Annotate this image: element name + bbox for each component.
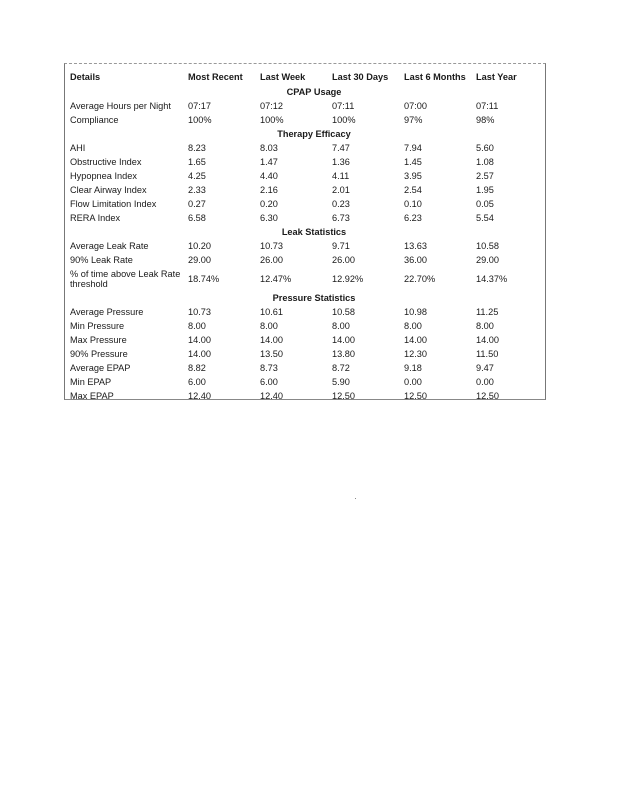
table-row xyxy=(68,141,542,155)
cell-value: 0.20 xyxy=(260,198,278,209)
cell-value: 07:11 xyxy=(476,100,499,111)
row-label: Obstructive Index xyxy=(70,156,142,167)
cell-value: 6.73 xyxy=(332,212,350,223)
cell-value: 12.50 xyxy=(404,390,427,401)
section-title: Therapy Efficacy xyxy=(277,128,351,139)
table-row xyxy=(68,183,542,197)
row-label: RERA Index xyxy=(70,212,121,223)
cell-value: 10.61 xyxy=(260,306,283,317)
cell-value: 0.00 xyxy=(476,376,494,387)
cell-value: 11.25 xyxy=(476,306,499,317)
cell-value: 97% xyxy=(404,114,423,125)
cell-value: 1.47 xyxy=(260,156,278,167)
cell-value: 26.00 xyxy=(260,254,283,265)
row-label: Max Pressure xyxy=(70,334,127,345)
cell-value: 12.92% xyxy=(332,273,364,284)
cell-value: 8.23 xyxy=(188,142,206,153)
section-title: CPAP Usage xyxy=(286,86,342,97)
cell-value: 10.98 xyxy=(404,306,427,317)
row-label: Flow Limitation Index xyxy=(70,198,157,209)
cell-value: 12.47% xyxy=(260,273,292,284)
cell-value: 5.90 xyxy=(332,376,350,387)
cell-value: 7.47 xyxy=(332,142,350,153)
cell-value: 98% xyxy=(476,114,495,125)
header-last-30-days: Last 30 Days xyxy=(332,71,389,82)
cell-value: 2.16 xyxy=(260,184,278,195)
cell-value: 9.18 xyxy=(404,362,422,373)
cell-value: 8.03 xyxy=(260,142,278,153)
section-header-row xyxy=(68,85,542,99)
cell-value: 9.71 xyxy=(332,240,350,251)
cell-value: 0.10 xyxy=(404,198,422,209)
report-body xyxy=(68,85,542,403)
cell-value: 6.23 xyxy=(404,212,422,223)
table-row xyxy=(68,253,542,267)
scan-speck xyxy=(355,498,356,499)
cell-value: 1.36 xyxy=(332,156,350,167)
table-row xyxy=(68,389,542,403)
row-label: % of time above Leak Rate threshold xyxy=(70,269,181,289)
cell-value: 14.00 xyxy=(188,334,211,345)
cell-value: 07:12 xyxy=(260,100,283,111)
table-row xyxy=(68,375,542,389)
cell-value: 8.00 xyxy=(332,320,350,331)
cell-value: 0.23 xyxy=(332,198,350,209)
table-row xyxy=(68,333,542,347)
table-row xyxy=(68,305,542,319)
cell-value: 12.50 xyxy=(332,390,355,401)
cell-value: 8.00 xyxy=(404,320,422,331)
section-header-row xyxy=(68,127,542,141)
row-label: Max EPAP xyxy=(70,390,114,401)
row-label: AHI xyxy=(70,142,86,153)
cell-value: 100% xyxy=(260,114,284,125)
cell-value: 1.08 xyxy=(476,156,494,167)
cell-value: 7.94 xyxy=(404,142,422,153)
cell-value: 1.45 xyxy=(404,156,422,167)
cell-value: 2.01 xyxy=(332,184,350,195)
cell-value: 0.27 xyxy=(188,198,206,209)
cell-value: 22.70% xyxy=(404,273,436,284)
cell-value: 8.82 xyxy=(188,362,206,373)
cell-value: 13.50 xyxy=(260,348,283,359)
cell-value: 8.72 xyxy=(332,362,350,373)
cell-value: 10.58 xyxy=(476,240,499,251)
row-label: Min Pressure xyxy=(70,320,125,331)
table-row xyxy=(68,155,542,169)
cell-value: 8.00 xyxy=(476,320,494,331)
cell-value: 12.40 xyxy=(188,390,211,401)
row-label: Average Pressure xyxy=(70,306,144,317)
cell-value: 14.37% xyxy=(476,273,508,284)
table-row xyxy=(68,99,542,113)
cell-value: 07:17 xyxy=(188,100,211,111)
cell-value: 12.40 xyxy=(260,390,283,401)
row-label: 90% Pressure xyxy=(70,348,128,359)
cell-value: 6.30 xyxy=(260,212,278,223)
table-row xyxy=(68,197,542,211)
cell-value: 1.65 xyxy=(188,156,206,167)
table-row xyxy=(68,113,542,127)
cell-value: 12.30 xyxy=(404,348,427,359)
table-row xyxy=(68,267,542,291)
cell-value: 8.73 xyxy=(260,362,278,373)
cell-value: 6.00 xyxy=(188,376,206,387)
cell-value: 10.20 xyxy=(188,240,211,251)
cell-value: 8.00 xyxy=(260,320,278,331)
cell-value: 2.57 xyxy=(476,170,494,181)
cell-value: 6.58 xyxy=(188,212,206,223)
cell-value: 8.00 xyxy=(188,320,206,331)
cell-value: 13.80 xyxy=(332,348,355,359)
cell-value: 14.00 xyxy=(476,334,499,345)
cell-value: 12.50 xyxy=(476,390,499,401)
row-label: Min EPAP xyxy=(70,376,112,387)
cell-value: 9.47 xyxy=(476,362,494,373)
header-most-recent: Most Recent xyxy=(188,71,243,82)
cell-value: 07:11 xyxy=(332,100,355,111)
cell-value: 100% xyxy=(188,114,212,125)
cell-value: 10.58 xyxy=(332,306,355,317)
cell-value: 07:00 xyxy=(404,100,427,111)
cell-value: 14.00 xyxy=(260,334,283,345)
row-label: Compliance xyxy=(70,114,119,125)
cell-value: 10.73 xyxy=(260,240,283,251)
cell-value: 2.54 xyxy=(404,184,422,195)
header-last-year: Last Year xyxy=(476,71,517,82)
header-row xyxy=(68,66,542,85)
row-label: Hypopnea Index xyxy=(70,170,137,181)
cell-value: 29.00 xyxy=(188,254,211,265)
cell-value: 10.73 xyxy=(188,306,211,317)
section-header-row xyxy=(68,225,542,239)
section-title: Pressure Statistics xyxy=(272,292,356,303)
cell-value: 14.00 xyxy=(188,348,211,359)
cell-value: 5.60 xyxy=(476,142,494,153)
table-row xyxy=(68,319,542,333)
header-last-week: Last Week xyxy=(260,71,306,82)
cell-value: 0.05 xyxy=(476,198,494,209)
therapy-report-table xyxy=(68,66,542,403)
row-label: Average EPAP xyxy=(70,362,131,373)
cell-value: 18.74% xyxy=(188,273,220,284)
cell-value: 29.00 xyxy=(476,254,499,265)
section-header-row xyxy=(68,291,542,305)
cell-value: 4.40 xyxy=(260,170,278,181)
row-label: Average Leak Rate xyxy=(70,240,149,251)
cell-value: 26.00 xyxy=(332,254,355,265)
cell-value: 0.00 xyxy=(404,376,422,387)
cell-value: 100% xyxy=(332,114,356,125)
header-details: Details xyxy=(70,71,101,82)
table-row xyxy=(68,211,542,225)
table-row xyxy=(68,169,542,183)
cell-value: 36.00 xyxy=(404,254,427,265)
row-label: 90% Leak Rate xyxy=(70,254,133,265)
cell-value: 11.50 xyxy=(476,348,499,359)
table-row xyxy=(68,347,542,361)
cell-value: 1.95 xyxy=(476,184,494,195)
cell-value: 2.33 xyxy=(188,184,206,195)
cell-value: 13.63 xyxy=(404,240,427,251)
cell-value: 4.25 xyxy=(188,170,206,181)
row-label: Average Hours per Night xyxy=(70,100,171,111)
row-label: Clear Airway Index xyxy=(70,184,147,195)
cell-value: 6.00 xyxy=(260,376,278,387)
section-title: Leak Statistics xyxy=(281,226,347,237)
cell-value: 3.95 xyxy=(404,170,422,181)
table-row xyxy=(68,239,542,253)
header-last-6-months: Last 6 Months xyxy=(404,71,466,82)
cell-value: 14.00 xyxy=(404,334,427,345)
cell-value: 14.00 xyxy=(332,334,355,345)
cell-value: 5.54 xyxy=(476,212,494,223)
cell-value: 4.11 xyxy=(332,170,350,181)
table-row xyxy=(68,361,542,375)
